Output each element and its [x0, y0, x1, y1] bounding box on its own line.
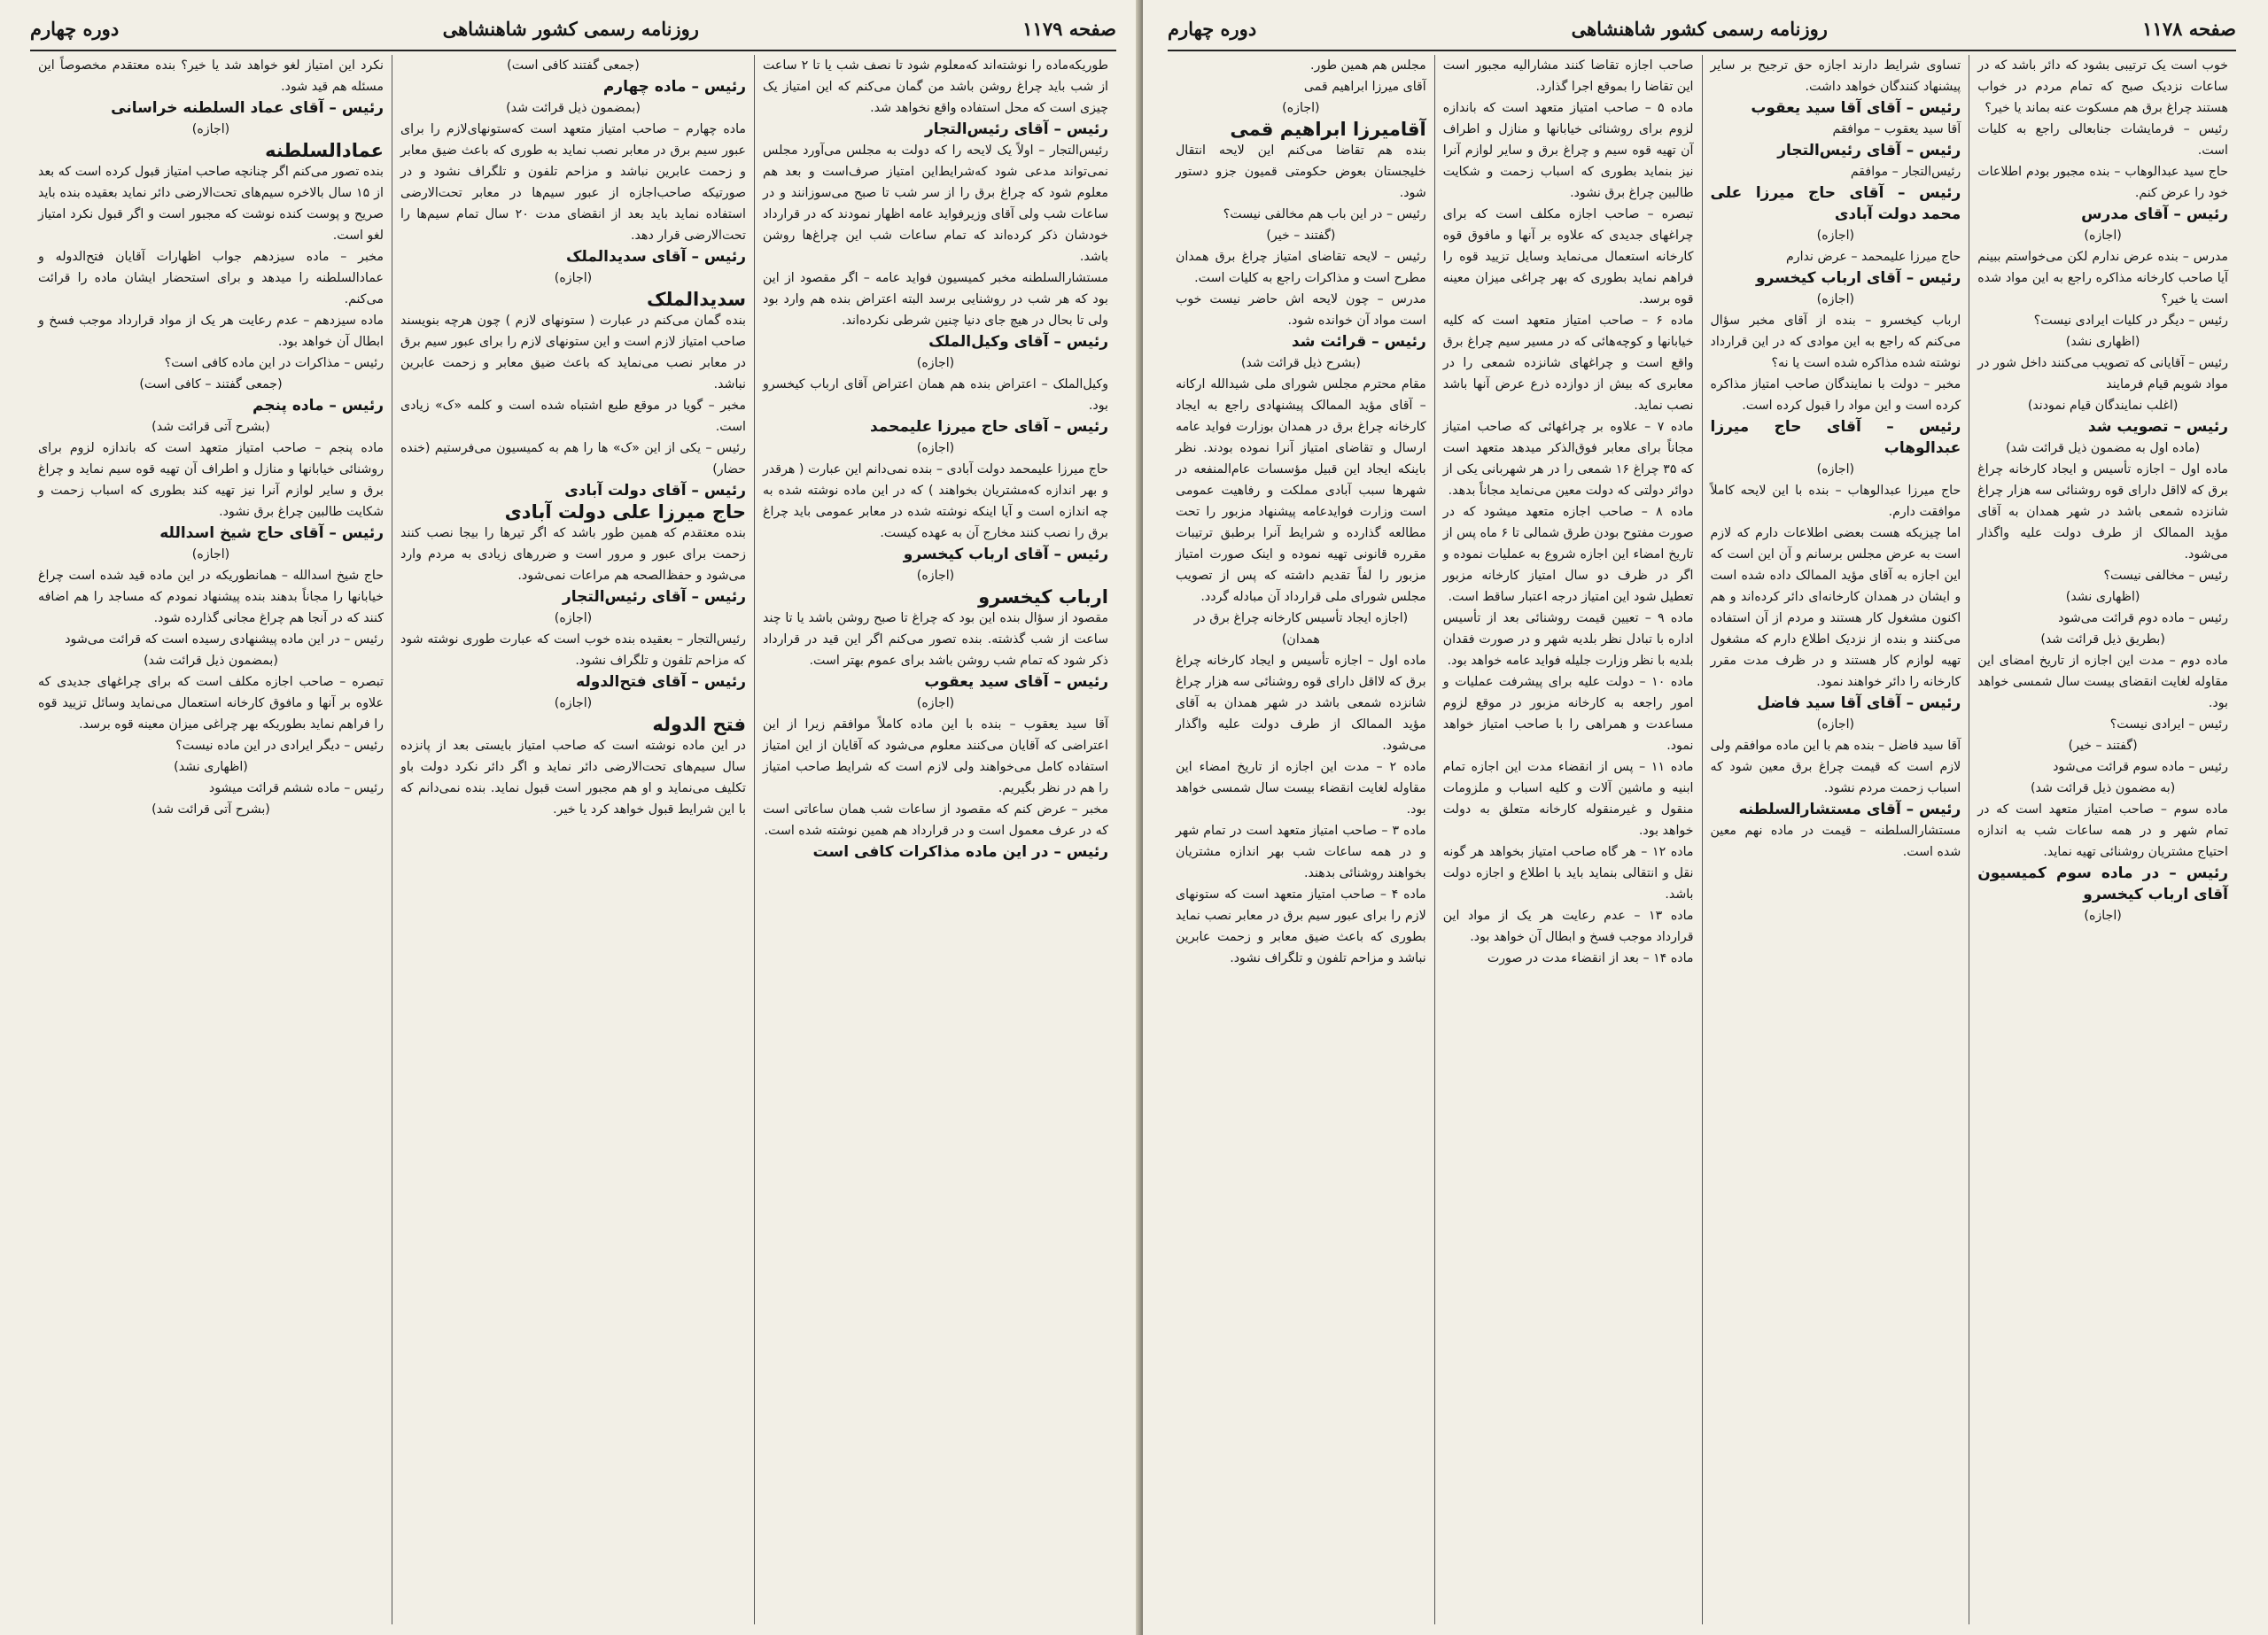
stage-note: (بطریق ذیل قرائت شد) — [2040, 632, 2165, 647]
stage-note: (اجازه) — [916, 696, 955, 710]
text-column — [1969, 55, 2236, 1624]
speaker-heading: رئیس – آقای رئیس‌التجار — [924, 120, 1108, 138]
text-paragraph: رئیس – دیگر ایرادی در این ماده نیست؟ — [175, 739, 384, 753]
stage-note: (اجازه) — [1816, 229, 1855, 243]
text-paragraph: ماده ۶ – صاحب امتیاز متعهد است که کلیه خیابانها و کوچه‌هائی که در مسیر سیم چراغ برق واقع است و چراغهای شانزده شمعی را در معابری که بیش از دوازده ذرع عرض آنها باشد نصب نماید. — [1442, 314, 1694, 413]
stage-note: (اظهاری نشد) — [2065, 590, 2140, 604]
speaker-heading: رئیس – تصویب شد — [2087, 418, 2228, 436]
stage-note: (اظهاری نشد) — [174, 760, 248, 774]
text-column — [30, 55, 392, 1624]
text-paragraph: ماده ۱۲ – هر گاه صاحب امتیاز بخواهد هر گونه نقل و انتقالی بنماید باید با اطلاع و اجازه دولت باشد. — [1442, 845, 1694, 902]
text-paragraph: ماده ۸ – صاحب اجازه متعهد میشود که در صورت مفتوح بودن طرق شمالی تا ۶ ماه پس از تاریخ امضاء این اجازه شروع به عملیات نموده و اگر در ظرف دو سال امتیاز کارخانه مزبور تعطیل شود این امتیاز درجه اعتبار ساقط است. — [1442, 505, 1694, 604]
newspaper-title: روزنامه رسمی کشور شاهنشاهی — [442, 17, 699, 40]
text-paragraph: آقا سید یعقوب – موافقم — [1832, 122, 1961, 136]
text-paragraph: مخبر – ماده سیزدهم جواب اظهارات آقایان فتح‌الدوله و عمادالسلطنه را میدهد و برای استحضار ایشان ماده را قرائت می‌کنم. — [38, 250, 384, 306]
text-paragraph: حاج میرزا علیمحمد – عرض ندارم — [1785, 250, 1961, 264]
text-paragraph: مدرس – چون لایحه اش حاضر نیست خوب است مواد آن خوانده شود. — [1176, 292, 1426, 328]
text-paragraph: آقای میرزا ابراهیم قمی — [1303, 80, 1426, 94]
stage-note: (بشرح آتی قرائت شد) — [151, 802, 270, 817]
text-paragraph: رئیس – فرمایشات جنابعالی راجع به کلیات است. — [1977, 122, 2228, 158]
stage-note: (جمعی گفتند – کافی است) — [139, 377, 283, 391]
text-paragraph: ماده سوم – صاحب امتیاز متعهد است که در تمام شهر و در همه ساعات شب به اندازه احتیاج مشتریان روشنائی تهیه نماید. — [1977, 802, 2228, 859]
text-paragraph: رئیس – یکی از این «ک» ها را هم به کمیسیون می‌فرستیم (خنده حضار) — [400, 441, 746, 477]
text-paragraph: رئیس – ماده ششم قرائت میشود — [208, 781, 384, 795]
stage-note: (اجازه) — [191, 122, 230, 136]
text-paragraph: تساوی شرایط دارند اجازه حق ترجیح بر سایر پیشنهاد کنندگان خواهد داشت. — [1710, 58, 1961, 94]
text-column — [1434, 55, 1702, 1624]
text-paragraph: تبصره – صاحب اجازه مکلف است که برای چراغهای جدیدی که علاوه بر آنها و مافوق قوه کارخانه استعمال می‌نماید وسایل تزیید قوه را فراهم نماید بطوری که بهر چراغی میزان معینه قوه برسد. — [1442, 207, 1694, 306]
text-columns — [1168, 55, 2236, 1624]
stage-note: (اجازه) — [2084, 909, 2122, 923]
speaker-heading: رئیس – ماده چهارم — [602, 78, 746, 96]
speaker-heading: رئیس – آقای حاج میرزا علی محمد دولت آبادی — [1710, 184, 1961, 223]
stage-note: (اجازه) — [1816, 462, 1855, 477]
speaker-heading: رئیس – آقای فتح‌الدوله — [576, 673, 746, 691]
text-paragraph: مقام محترم مجلس شورای ملی شیدالله ارکانه – آقای مؤید الممالک پیشنهادی راجع به ایجاد کارخانه چراغ برق در همدان بوزارت فواید عامه ارسال و تقاضای امتیاز آنرا نموده بودند. نظر باینکه ایجاد این قبیل مؤسسات عام‌المنفعه در شهرها سبب آبادی مملکت و رفاهیت عمومی است وزارت فوایدعامه پیشنهاد مزبور را تحت مطالعه گذارده و شرایط آنرا برطبق ترتیبات مقرره قانونی تهیه نموده و اینک صورت امتیاز مزبور را لفاً تقدیم داشته که پس از تصویب مجلس شورای ملی قرارداد آن مبادله گردد. — [1176, 377, 1426, 604]
stage-note: (اجازه) — [554, 696, 593, 710]
text-paragraph: ماده ۱۱ – پس از انقضاء مدت این اجازه تمام ابنیه و ماشین آلات و کلیه اسباب و ملزومات منقول و غیرمنقوله کارخانه متعلق به دولت خواهد بود. — [1442, 760, 1694, 838]
stage-note: (بمضمون ذیل قرائت شد) — [506, 101, 641, 115]
speaker-heading: رئیس – ماده پنجم — [252, 397, 384, 415]
text-paragraph: ماده پنجم – صاحب امتیاز متعهد است که باندازه لزوم برای روشنائی خیابانها و منازل و اطراف آن تهیه قوه سیم نماید و چراغ برق و سایر لوازم آنرا نیز تهیه کند بطوری که اسباب زحمت و شکایت طالبین چراغ برق نشود. — [38, 441, 384, 519]
text-paragraph: تبصره – صاحب اجازه مکلف است که برای چراغهای جدیدی که علاوه بر آنها و مافوق کارخانه استعمال می‌نماید وسائل تزیید قوه را فراهم نماید بطوریکه بهر چراغی میزان معینه قوه برسد. — [38, 675, 384, 732]
text-paragraph: ماده ۵ – صاحب امتیاز متعهد است که باندازه لزوم برای روشنائی خیابانها و منازل و اطراف آن تهیه قوه سیم و چراغ برق و سایر لوازم آنرا نیز بنماید بطوری که اسباب زحمت و شکایت طالبین چراغ برق نشود. — [1442, 101, 1694, 200]
text-paragraph: رئیس‌التجار – بعقیده بنده خوب است که عبارت طوری نوشته شود که مزاحم تلفون و تلگراف نشود. — [400, 632, 746, 668]
speaker-heading: رئیس – آقای رئیس‌التجار — [1777, 142, 1961, 159]
text-columns — [30, 55, 1116, 1624]
stage-note: (اجازه ایجاد تأسیس کارخانه چراغ برق در همدان) — [1193, 611, 1409, 647]
speaker-heading: آقامیرزا ابراهیم قمی — [1230, 119, 1426, 140]
text-paragraph: ماده اول – اجازه تأسیس و ایجاد کارخانه چراغ برق که لااقل دارای قوه روشنائی سه هزار چراغ شانزده شمعی باشد در شهر همدان به آقای مؤید الممالک از طرف دولت علیه واگذار می‌شود. — [1977, 462, 2228, 562]
text-paragraph: حاج سید عبدالوهاب – بنده مجبور بودم اطلاعات خود را عرض کنم. — [1977, 165, 2228, 200]
stage-note: (اغلب نمایندگان قیام نمودند) — [2027, 399, 2179, 413]
stage-note: (بشرح آتی قرائت شد) — [151, 420, 270, 434]
page-header — [1168, 7, 2236, 51]
text-paragraph: مستشارالسلطنه – قیمت در ماده نهم معین شده است. — [1710, 824, 1961, 859]
text-paragraph: رئیس – مخالفی نیست؟ — [2103, 569, 2228, 583]
stage-note: (گفتند – خیر) — [1266, 229, 1336, 243]
speaker-heading: رئیس – آقای سدیدالملک — [565, 248, 746, 266]
page-header — [30, 7, 1116, 51]
page-1178 — [1143, 0, 2268, 1635]
text-paragraph: ماده ۱۴ – بعد از انقضاء مدت در صورت — [1487, 951, 1694, 965]
speaker-heading: حاج میرزا علی دولت آبادی — [504, 501, 746, 523]
stage-note: (اجازه) — [554, 611, 593, 625]
speaker-heading: رئیس – آقای عماد السلطنه خراسانی — [111, 99, 384, 117]
text-paragraph: حاج شیخ اسدالله – همانطوریکه در این ماده قید شده است چراغ خیابانها را مجاناً بدهند بنده پیشنهاد نمودم که مساجد را هم اضافه کنند که در آنجا هم چراغ مجانی گذارده شود. — [38, 569, 384, 625]
text-paragraph: رئیس – آقایانی که تصویب می‌کنند داخل شور در مواد شویم قیام فرمایند — [1977, 356, 2228, 391]
text-paragraph: طوریکه‌ماده را نوشته‌اند که‌معلوم شود تا نصف شب یا تا ۲ ساعت از شب باید چراغ روشن باشد من گمان می‌کنم که این امتیاز یک چیزی است که محل استفاده واقع نخواهد شد. — [763, 58, 1108, 115]
text-paragraph: خوب است یک ترتیبی بشود که دائر باشد که در ساعات نزدیک صبح که تمام مردم در خواب هستند چراغ برق هم مسکوت عنه بماند یا خیر؟ — [1977, 58, 2228, 115]
text-column — [1168, 55, 1434, 1624]
text-paragraph: ماده ۷ – علاوه بر چراغهائی که صاحب امتیاز مجاناً برای معابر فوق‌الذکر میدهد متعهد است که ۳۵ چراغ ۱۶ شمعی را در هر شهربانی یکی از دوائر دولتی که دولت معین می‌نماید مجاناً بدهد. — [1442, 420, 1694, 498]
text-paragraph: ماده ۳ – صاحب امتیاز متعهد است در تمام شهر و در همه ساعات شب بهر اندازه مشتریان بخواهند روشنائی بدهند. — [1176, 824, 1426, 880]
page-number: صفحه ۱۱۷۸ — [2142, 17, 2236, 40]
speaker-heading: ارباب کیخسرو — [978, 586, 1108, 608]
speaker-heading: رئیس – آقای رئیس‌التجار — [562, 588, 746, 606]
text-paragraph: آقا سید یعقوب – بنده با این ماده کاملاً موافقم زیرا از این اعتراضی که آقایان می‌کنند معلوم می‌شود که آقایان از این امتیاز استفاده کامل می‌خواهند ولی لازم است که شرایط صاحب امتیاز را هم در نظر بگیریم. — [763, 717, 1108, 795]
stage-note: (اجازه) — [916, 569, 955, 583]
speaker-heading: رئیس – آقای ارباب کیخسرو — [903, 546, 1108, 563]
stage-note: (بشرح ذیل قرائت شد) — [1240, 356, 1361, 370]
stage-note: (اجازه) — [2084, 229, 2122, 243]
text-paragraph: رئیس – ماده دوم قرائت می‌شود — [2058, 611, 2228, 625]
text-column — [392, 55, 754, 1624]
text-paragraph: مستشارالسلطنه مخبر کمیسیون فواید عامه – اگر مقصود از این بود که هر شب در روشنایی برسد البته اعتراض بنده هم وارد بود ولی تا بحال در هیچ جای دنیا چنین شرطی نکرده‌اند. — [763, 271, 1108, 328]
text-paragraph: مخبر – گویا در موقع طبع اشتباه شده است و کلمه «ک» زیادی است. — [400, 399, 746, 434]
text-paragraph: ماده ۴ – صاحب امتیاز متعهد است که ستونهای لازم را برای عبور سیم برق در معابر نصب نماید بطوری که باعث ضیق معابر و زحمت عابرین نباشد و مزاحم تلفون و تلگراف نشود. — [1176, 887, 1426, 965]
text-column — [754, 55, 1116, 1624]
text-paragraph: ماده ۹ – تعیین قیمت روشنائی بعد از تأسیس اداره با تبادل نظر بلدیه شهر و در صورت فقدان بلدیه با نظر وزارت جلیله فواید عامه خواهد بود. — [1442, 611, 1694, 668]
text-paragraph: رئیس – دیگر در کلیات ایرادی نیست؟ — [2033, 314, 2228, 328]
speaker-heading: رئیس – آقای دولت آبادی — [564, 482, 746, 500]
text-paragraph: رئیس – در این ماده پیشنهادی رسیده است که قرائت می‌شود — [65, 632, 384, 647]
text-paragraph: رئیس – ماده سوم قرائت می‌شود — [2053, 760, 2228, 774]
stage-note: (جمعی گفتند کافی است) — [507, 58, 640, 73]
speaker-heading: رئیس – آقای سید یعقوب — [924, 673, 1108, 691]
stage-note: (ماده اول به مضمون ذیل قرائت شد) — [2006, 441, 2201, 455]
text-paragraph: رئیس – در این باب هم مخالفی نیست؟ — [1223, 207, 1426, 221]
text-paragraph: بنده گمان می‌کنم در عبارت ( ستونهای لازم ) چون هرچه بنویسند صاحب امتیاز لازم است و این ستونهای لازم را برای عبور سیم برق در معابر نصب می‌نماید که باعث ضیق معابر و زحمت عابرین نباشد. — [400, 314, 746, 391]
volume-label: دوره چهارم — [30, 17, 120, 40]
speaker-heading: رئیس – آقای مستشارالسلطنه — [1738, 801, 1961, 818]
text-paragraph: مجلس هم همین طور. — [1310, 58, 1426, 73]
text-paragraph: رئیس – ایرادی نیست؟ — [2109, 717, 2228, 732]
volume-label: دوره چهارم — [1168, 17, 1257, 40]
text-column — [1702, 55, 1969, 1624]
text-paragraph: ماده چهارم – صاحب امتیاز متعهد است که‌ستونهای‌لازم را برای عبور سیم برق در معابر نصب نماید به طوری که باعث ضیق معابر و زحمت عابرین نباشد و مزاحم تلفون و تلگراف نشود و در صورتیکه صاحب‌اجازه از عبور سیم‌ها در معابر تحت‌الارضی استفاده نماید باید بعد از انقضای مدت ۲۰ سال تمام سیم‌ها را تحت‌الارضی قرار دهد. — [400, 122, 746, 243]
stage-note: (به مضمون ذیل قرائت شد) — [2030, 781, 2176, 795]
text-paragraph: در این ماده نوشته است که صاحب امتیاز بایستی بعد از پانزده سال سیم‌های تحت‌الارضی دائر نماید و اگر دائر نکرد دولت باو تکلیف می‌نماید و او هم مجبور است قبول نماید. بنده نمی‌دانم که با این شرایط قبول خواهد کرد یا خیر. — [400, 739, 746, 817]
text-paragraph: ماده سیزدهم – عدم رعایت هر یک از مواد قرارداد موجب فسخ و ابطال آن خواهد بود. — [38, 314, 384, 349]
speaker-heading: رئیس – آقای ارباب کیخسرو — [1756, 269, 1961, 287]
text-paragraph: ماده ۱۳ – عدم رعایت هر یک از مواد این قرارداد موجب فسخ و ابطال آن خواهد بود. — [1442, 909, 1694, 944]
stage-note: (اجازه) — [554, 271, 593, 285]
speaker-heading: رئیس – قرائت شد — [1291, 333, 1426, 351]
text-paragraph: رئیس‌التجار – اولاً یک لایحه را که دولت به مجلس می‌آورد مجلس نمی‌تواند مدعی شود که‌شرایط‌این امتیاز صرف‌است و بعد هم معلوم شود که چراغ برق را از سر شب تا صبح می‌سوزانند و در ساعات شب ولی آقای وزیرفواید عامه اظهار نمودند که در قرارداد خودشان ذکر کرده‌اند که تمام ساعات شب این چراغ‌ها روشن باشد. — [763, 143, 1108, 264]
stage-note: (اجازه) — [1816, 292, 1855, 306]
text-paragraph: ماده دوم – مدت این اجازه از تاریخ امضای این مقاوله لغایت انقضای بیست سال شمسی خواهد بود. — [1977, 654, 2228, 710]
text-paragraph: حاج میرزا علیمحمد دولت آبادی – بنده نمی‌دانم این عبارت ( هرقدر و بهر اندازه که‌مشتریان بخواهند ) که در این ماده نوشته شده به چه اندازه است و آیا اینکه نوشته شده در معابر عمومی باید چراغ برق را نصب کنند مخارج آن به عهده کیست. — [763, 462, 1108, 540]
page-number: صفحه ۱۱۷۹ — [1022, 17, 1116, 40]
text-paragraph: مخبر – دولت با نمایندگان صاحب امتیاز مذاکره کرده است و این مواد را قبول کرده است. — [1710, 377, 1961, 413]
text-paragraph: ماده اول – اجازه تأسیس و ایجاد کارخانه چراغ برق که لااقل دارای قوه روشنائی سه هزار چراغ شانزده شمعی باشد در شهر همدان به آقای مؤید الممالک از طرف دولت علیه واگذار می‌شود. — [1176, 654, 1426, 753]
stage-note: (بمضمون ذیل قرائت شد) — [144, 654, 278, 668]
text-paragraph: ماده ۱۰ – دولت علیه برای پیشرفت عملیات و امور راجعه به کارخانه مزبور در موقع لزوم مساعدت و همراهی را با صاحب امتیاز خواهد نمود. — [1442, 675, 1694, 753]
speaker-heading: رئیس – آقای وکیل‌الملک — [928, 333, 1108, 351]
stage-note: (اجازه) — [916, 441, 955, 455]
text-paragraph: اما چیزیکه هست بعضی اطلاعات دارم که لازم است به عرض مجلس برسانم و آن این است که این اجازه به آقای مؤید الممالک داده شده است و ایشان در همدان کارخانه‌ای دائر کرده‌اند و هم اکنون مشغول کار هستند و مردم از آن استفاده می‌کنند و بنده از نزدیک اطلاع دارم که مشغول تهیه لوازم کار هستند و در ظرف مدت مقرر کارخانه را دائر خواهند نمود. — [1710, 526, 1961, 689]
speaker-heading: رئیس – آقای مدرس — [2081, 205, 2228, 223]
text-paragraph: بنده هم تقاضا می‌کنم این لایحه انتقال خلیجستان بعوض حکومتی قمیون جزو دستور شود. — [1176, 143, 1426, 200]
text-paragraph: وکیل‌الملک – اعتراض بنده هم همان اعتراض آقای ارباب کیخسرو بود. — [763, 377, 1108, 413]
speaker-heading: رئیس – در این ماده مذاکرات کافی است — [812, 843, 1108, 861]
speaker-heading: فتح الدوله — [652, 714, 746, 735]
speaker-heading: رئیس – آقای حاج میرزا علیمحمد — [869, 418, 1108, 436]
text-paragraph: رئیس – مذاکرات در این ماده کافی است؟ — [164, 356, 384, 370]
newspaper-title: روزنامه رسمی کشور شاهنشاهی — [1571, 17, 1828, 40]
speaker-heading: رئیس – آقای آقا سید یعقوب — [1751, 99, 1961, 117]
text-paragraph: رئیس – لایحه تقاضای امتیاز چراغ برق همدان مطرح است و مذاکرات راجع به کلیات است. — [1176, 250, 1426, 285]
text-paragraph: صاحب اجازه تقاضا کنند مشارالیه مجبور است این تقاضا را بموقع اجرا گذارد. — [1442, 58, 1694, 94]
stage-note: (اجازه) — [1282, 101, 1320, 115]
speaker-heading: عمادالسلطنه — [265, 140, 384, 161]
text-paragraph: مخبر – عرض کنم که مقصود از ساعات شب همان ساعاتی است که در عرف معمول است و در قرارداد هم همین نوشته شده است. — [763, 802, 1108, 838]
text-paragraph: ماده ۲ – مدت این اجازه از تاریخ امضاء این مقاوله لغایت انقضاء بیست سال شمسی خواهد بود. — [1176, 760, 1426, 817]
text-paragraph: مقصود از سؤال بنده این بود که چراغ تا صبح روشن باشد یا تا چند ساعت از شب گذشته. بنده تصور می‌کنم اگر این قید در قرارداد ذکر شود که تمام شب روشن باشد برای عموم بهتر است. — [763, 611, 1108, 668]
text-paragraph: نکرد این امتیاز لغو خواهد شد یا خیر؟ بنده معتقدم مخصوصاً این مسئله هم قید شود. — [38, 58, 384, 94]
speaker-heading: رئیس – آقای آقا سید فاضل — [1757, 694, 1961, 712]
stage-note: (اظهاری نشد) — [2065, 335, 2140, 349]
stage-note: (گفتند – خیر) — [2068, 739, 2138, 753]
speaker-heading: رئیس – آقای حاج شیخ اسدالله — [159, 524, 384, 542]
text-paragraph: حاج میرزا عبدالوهاب – بنده با این لایحه کاملاً موافقت دارم. — [1710, 484, 1961, 519]
speaker-heading: رئیس – آقای حاج میرزا عبدالوهاب — [1710, 418, 1961, 457]
text-paragraph: مدرس – بنده عرض ندارم لکن می‌خواستم ببینم آیا صاحب کارخانه مذاکره راجع به این مواد شده است یا خیر؟ — [1977, 250, 2228, 306]
stage-note: (اجازه) — [191, 547, 230, 562]
speaker-heading: سدیدالملک — [646, 289, 746, 310]
speaker-heading: رئیس – در ماده سوم کمیسیون آقای ارباب کیخسرو — [1977, 864, 2228, 903]
text-paragraph: رئیس‌التجار – موافقم — [1850, 165, 1961, 179]
stage-note: (اجازه) — [1816, 717, 1855, 732]
text-paragraph: بنده تصور می‌کنم اگر چنانچه صاحب امتیاز قبول کرده است که بعد از ۱۵ سال بالاخره سیم‌های تحت‌الارضی دائر نماید بعقیده بنده باید صریح و پوست کنده نوشت که مجبور است و اگر قبول نکرد امتیاز لغو است. — [38, 165, 384, 243]
text-paragraph: آقا سید فاضل – بنده هم با این ماده موافقم ولی لازم است که قیمت چراغ برق معین شود که اسباب زحمت مردم نشود. — [1710, 739, 1961, 795]
stage-note: (اجازه) — [916, 356, 955, 370]
text-paragraph: ارباب کیخسرو – بنده از آقای مخبر سؤال می‌کنم که راجع به این موادی که در این قرارداد نوشته شده مذاکره شده است یا نه؟ — [1710, 314, 1961, 370]
text-paragraph: بنده معتقدم که همین طور باشد که اگر تیرها را بیجا نصب کنند زحمت برای عبور و مرور است و ضررهای زیادی به مردم وارد می‌شود و حفظ‌الصحه هم مراعات نمی‌شود. — [400, 526, 746, 583]
